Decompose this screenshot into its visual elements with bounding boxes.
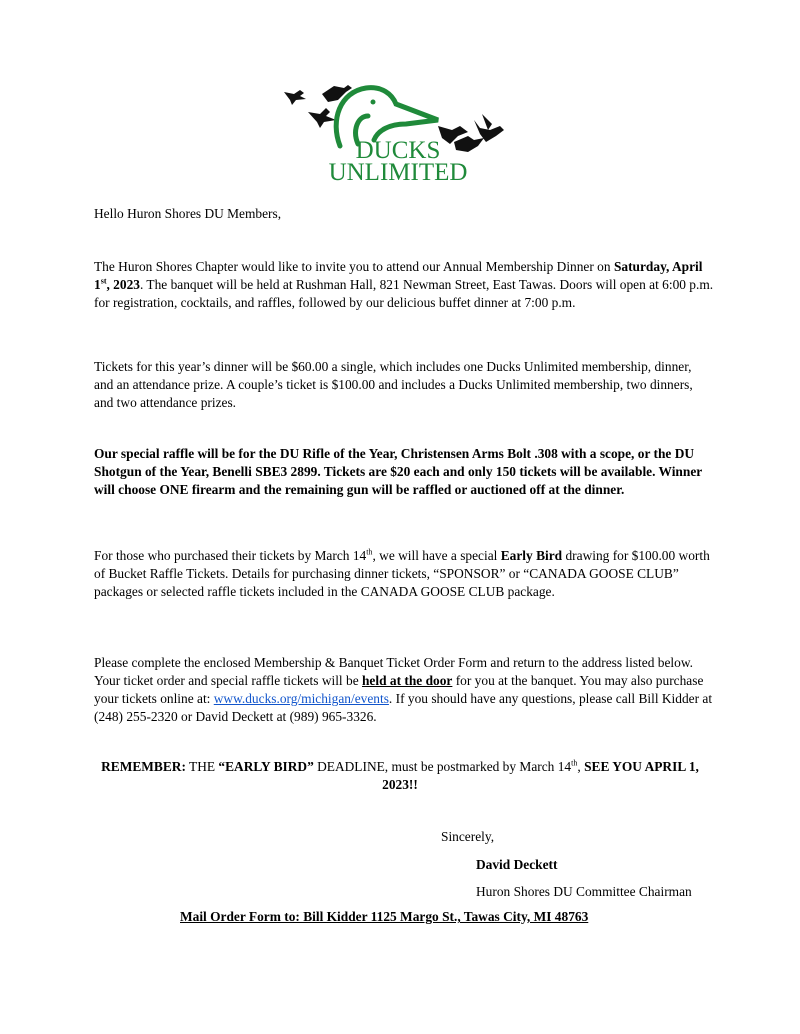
raffle-paragraph: Our special raffle will be for the DU Rifle of the Year, Christensen Arms Bolt .308 with a scope, or the DU Shotgun of the Year, Benelli SBE3 2899. Tickets are $20 each and only 150 tickets will be available. Winner will choose ONE firearm and the remaining gun will be raffled or auctioned off at the dinner. bbox=[94, 446, 702, 497]
mail-order-address: Mail Order Form to: Bill Kidder 1125 Margo St., Tawas City, MI 48763 bbox=[180, 909, 589, 924]
early-bird-paragraph: For those who purchased their tickets by March 14th, we will have a special Early Bird drawing for $100.00 worth of Bucket Raffle Tickets. Details for purchasing dinner tickets, “SPONSOR” or “CANADA GOOSE CLUB” packages or selected raffle tickets included in the CANADA GOOSE CLUB package. bbox=[94, 547, 710, 599]
greeting: Hello Huron Shores DU Members, bbox=[94, 206, 282, 221]
event-date: Saturday, April 1st, 2023 bbox=[94, 259, 703, 292]
ducks-unlimited-logo bbox=[278, 80, 523, 192]
signer-title: Huron Shores DU Committee Chairman bbox=[476, 884, 692, 899]
closing: Sincerely, bbox=[441, 829, 495, 844]
order-form-paragraph: Please complete the enclosed Membership & Banquet Ticket Order Form and return to the address listed below. Your ticket order and special raffle tickets will be held at the door for you at the banquet. You may also purchase your tickets online at: www.ducks.org/michigan/events. If you should have any questions, please call Bill Kidder at (248) 255-2320 or David Deckett at (989) 965-3326. bbox=[94, 655, 713, 724]
tickets-paragraph: Tickets for this year’s dinner will be $60.00 a single, which includes one Ducks Unlimited membership, dinner, and an attendance prize. A couple’s ticket is $100.00 and includes a Ducks Unlimited membership, two dinners, and two attendance prizes. bbox=[94, 359, 693, 410]
para1-text-a: The Huron Shores Chapter would like to invite you to attend our Annual Membership Dinner on bbox=[94, 259, 611, 274]
early-bird-label: Early Bird bbox=[500, 548, 563, 563]
invitation-paragraph bbox=[94, 258, 714, 312]
events-link[interactable]: www.ducks.org/michigan/events bbox=[213, 691, 389, 706]
logo-line-1: DUCKS bbox=[355, 137, 441, 164]
held-at-door: held at the door bbox=[361, 673, 453, 688]
signer-name: David Deckett bbox=[476, 857, 558, 872]
logo-wordmark bbox=[328, 137, 468, 186]
para1-text-b: . The banquet will be held at Rushman Hall, 821 Newman Street, East Tawas. Doors will open at 6:00 p.m. for registration, cocktails, and raffles, followed by our delicious buffet dinner at 7:00 p.m. bbox=[94, 277, 714, 310]
reminder: REMEMBER: THE “EARLY BIRD” DEADLINE, must be postmarked by March 14th, SEE YOU APRIL 1, 2023!! bbox=[101, 758, 699, 792]
logo-line-2: UNLIMITED bbox=[328, 159, 468, 186]
